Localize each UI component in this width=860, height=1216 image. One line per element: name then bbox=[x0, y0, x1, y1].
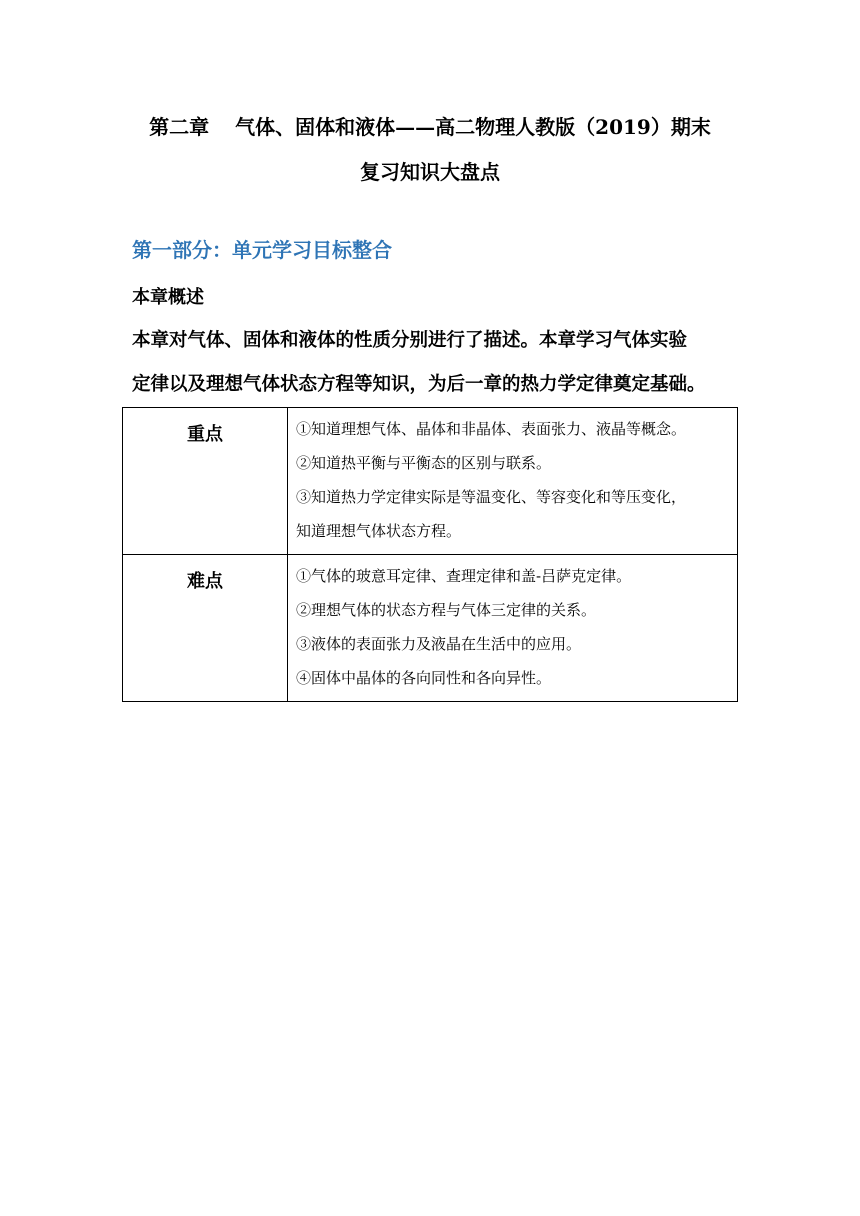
list-item: ①知道理想气体、晶体和非晶体、表面张力、液晶等概念。 bbox=[296, 420, 687, 438]
list-item: ③液体的表面张力及液晶在生活中的应用。 bbox=[296, 635, 582, 653]
row-content-key-points bbox=[288, 408, 738, 555]
list-item: ①气体的玻意耳定律、查理定律和盖-吕萨克定律。 bbox=[296, 567, 632, 585]
row-content-difficult-points bbox=[288, 555, 738, 702]
key-points-table bbox=[122, 407, 738, 702]
section-heading: 第一部分：单元学习目标整合 bbox=[132, 238, 392, 262]
list-item: 知道理想气体状态方程。 bbox=[296, 522, 462, 540]
list-item: ②理想气体的状态方程与气体三定律的关系。 bbox=[296, 601, 597, 619]
row-label-key-points: 重点 bbox=[123, 408, 288, 555]
list-item: ③知道热力学定律实际是等温变化、等容变化和等压变化， bbox=[296, 488, 687, 506]
document-title-line-1 bbox=[122, 113, 738, 141]
chapter-label: 第二章 bbox=[149, 115, 210, 139]
table-row-key-points bbox=[123, 408, 738, 555]
sub-heading: 本章概述 bbox=[132, 287, 204, 308]
row-label-difficult-points: 难点 bbox=[123, 555, 288, 702]
list-item: ②知道热平衡与平衡态的区别与联系。 bbox=[296, 454, 552, 472]
list-item: ④固体中晶体的各向同性和各向异性。 bbox=[296, 669, 552, 687]
document-title-line-2: 复习知识大盘点 bbox=[360, 160, 500, 184]
summary-line-1: 本章对气体、固体和液体的性质分别进行了描述。本章学习气体实验 bbox=[132, 330, 688, 351]
summary-line-2: 定律以及理想气体状态方程等知识，为后一章的热力学定律奠定基础。 bbox=[132, 374, 706, 395]
title-text: 气体、固体和液体——高二物理人教版（2019）期末 bbox=[235, 115, 711, 139]
table-row-difficult-points bbox=[123, 555, 738, 702]
